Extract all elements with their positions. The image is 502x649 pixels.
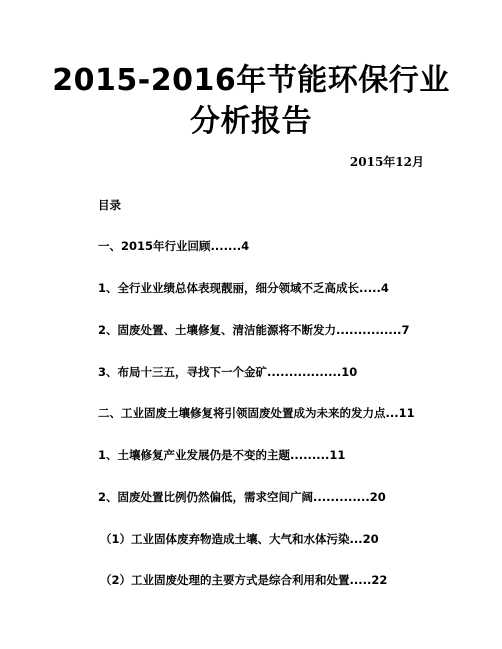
toc-entry-2-2-2: （2）工业固废处理的主要方式是综合利用和处置.....22 [100,573,388,587]
report-title-line-1: 2015-2016年节能环保行业 [52,63,450,98]
report-date: 2015年12月 [349,155,424,169]
toc-entry-1-3: 3、布局十三五，寻找下一个金矿.................10 [98,365,358,379]
toc-entry-2-1: 1、土壤修复产业发展仍是不变的主题.........11 [98,448,346,462]
toc-entry-1-1: 1、全行业业绩总体表现靓丽，细分领域不乏高成长.....4 [98,281,389,295]
toc-entry-2-2: 2、固废处置比例仍然偏低，需求空间广阔.............20 [98,490,386,504]
report-title-line-2: 分析报告 [190,104,312,139]
toc-entry-section-1: 一、2015年行业回顾.......4 [98,239,250,253]
toc-entry-section-2: 二、工业固废土壤修复将引领固废处置成为未来的发力点...11 [98,406,415,420]
toc-entry-1-2: 2、固废处置、土壤修复、清洁能源将不断发力...............7 [98,323,410,337]
toc-entry-2-2-1: （1）工业固体废弃物造成土壤、大气和水体污染...20 [100,532,379,546]
toc-heading: 目录 [98,198,121,212]
